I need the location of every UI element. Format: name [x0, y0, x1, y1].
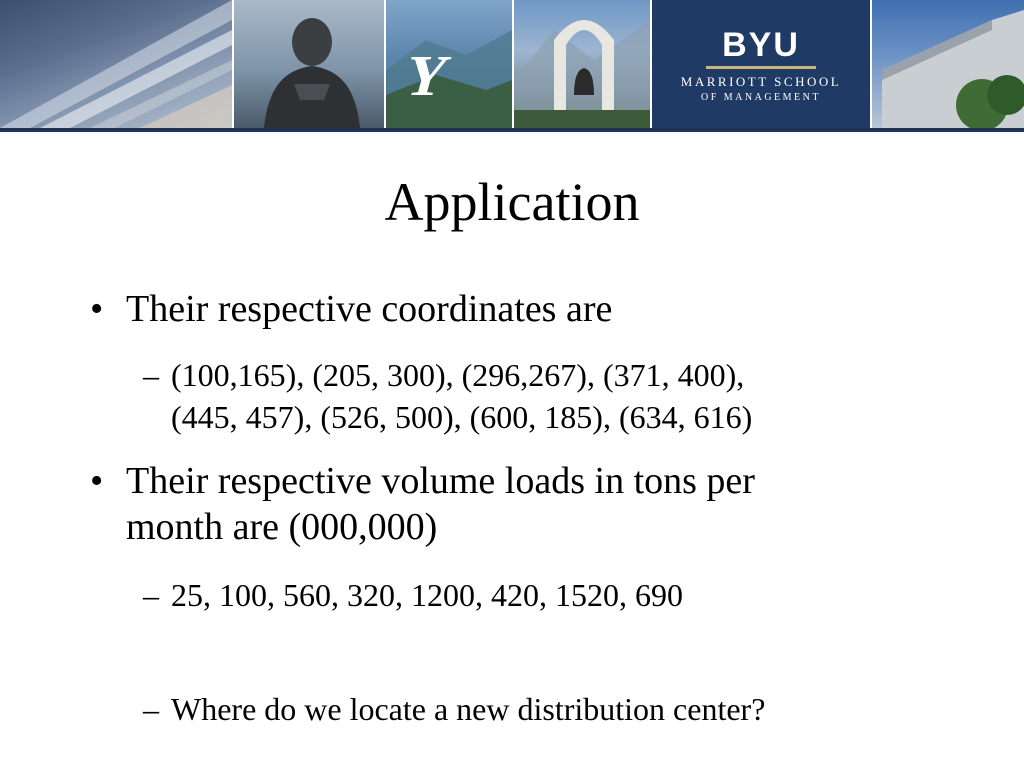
- y-letter-icon: Y: [397, 42, 457, 108]
- bullet-text: Their respective coordinates are: [126, 288, 613, 330]
- bullet-volume-loads: [90, 458, 926, 550]
- sub-bullet-text: Where do we locate a new distribution center?: [171, 691, 766, 727]
- sub-bullet-coordinates: [143, 354, 931, 438]
- bullet-symbol: •: [90, 460, 104, 502]
- sub-bullet-question: [143, 688, 931, 730]
- bullet-text-line2: month are (000,000): [126, 506, 438, 548]
- logo-school-name: MARRIOTT SCHOOL: [680, 74, 842, 89]
- bullet-text-line1: Their respective volume loads in tons per: [126, 460, 755, 502]
- logo-school-subtitle: OF MANAGEMENT: [701, 92, 821, 103]
- sub-bullet-text-line2: (445, 457), (526, 500), (600, 185), (634, 616): [171, 399, 753, 435]
- bullet-coordinates: [90, 286, 926, 332]
- byu-logo: BYU: [722, 26, 800, 64]
- slide-title: Application: [384, 172, 640, 232]
- sub-bullet-symbol: –: [143, 577, 159, 613]
- sub-bullet-volumes: [143, 574, 931, 616]
- bullet-symbol: •: [90, 288, 104, 330]
- sub-bullet-symbol: –: [143, 357, 159, 393]
- sub-bullet-text-line1: (100,165), (205, 300), (296,267), (371, 400),: [171, 357, 745, 393]
- sub-bullet-symbol: –: [143, 691, 159, 727]
- sub-bullet-text: 25, 100, 560, 320, 1200, 420, 1520, 690: [171, 577, 683, 613]
